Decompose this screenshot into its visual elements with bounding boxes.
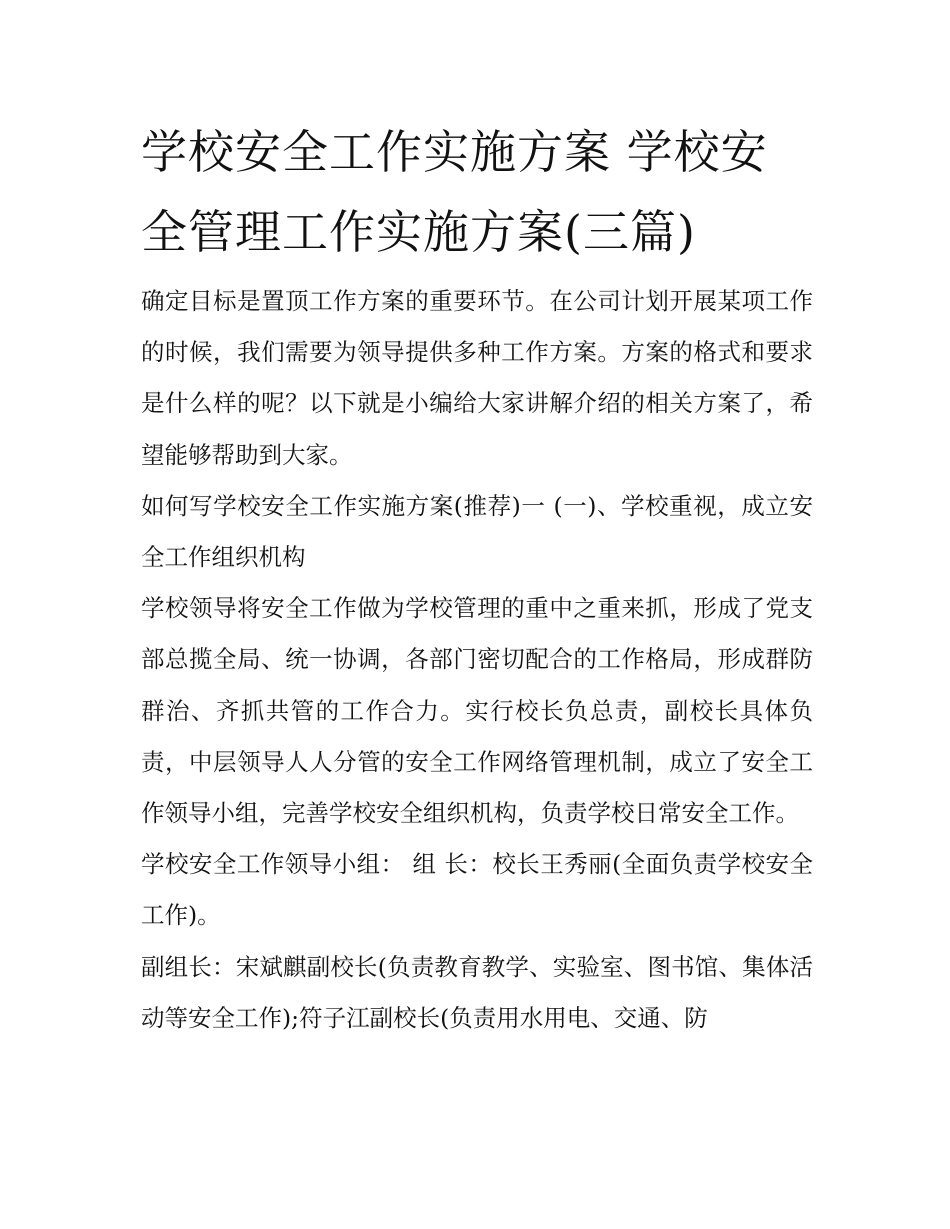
paragraph-leadership: 学校领导将安全工作做为学校管理的重中之重来抓，形成了党支部总揽全局、统一协调，各部门密切配合的工作格局，形成群防群治、齐抓共管的工作合力。实行校长负总责，副校长具体负责，中层领导人人分管的安全工作网络管理机制，成立了安全工作领导小组，完善学校安全组织机构，负责学校日常安全工作。 <box>141 594 813 828</box>
paragraph-group-leader: 学校安全工作领导小组： 组 长：校长王秀丽(全面负责学校安全工作)。 <box>141 850 813 930</box>
paragraph-intro: 确定目标是置顶工作方案的重要环节。在公司计划开展某项工作的时候，我们需要为领导提供多种工作方案。方案的格式和要求是什么样的呢？以下就是小编给大家讲解介绍的相关方案了，希望能够帮助到大家。 <box>141 287 813 469</box>
document-title: 学校安全工作实施方案 学校安全管理工作实施方案(三篇) <box>141 125 768 259</box>
paragraph-deputy-leaders: 副组长：宋斌麒副校长(负责教育教学、实验室、图书馆、集体活动等安全工作);符子江副校长(负责用水用电、交通、防 <box>141 952 813 1032</box>
paragraph-section-heading: 如何写学校安全工作实施方案(推荐)一 (一)、学校重视，成立安全工作组织机构 <box>141 491 813 572</box>
document-page <box>141 112 813 1044</box>
